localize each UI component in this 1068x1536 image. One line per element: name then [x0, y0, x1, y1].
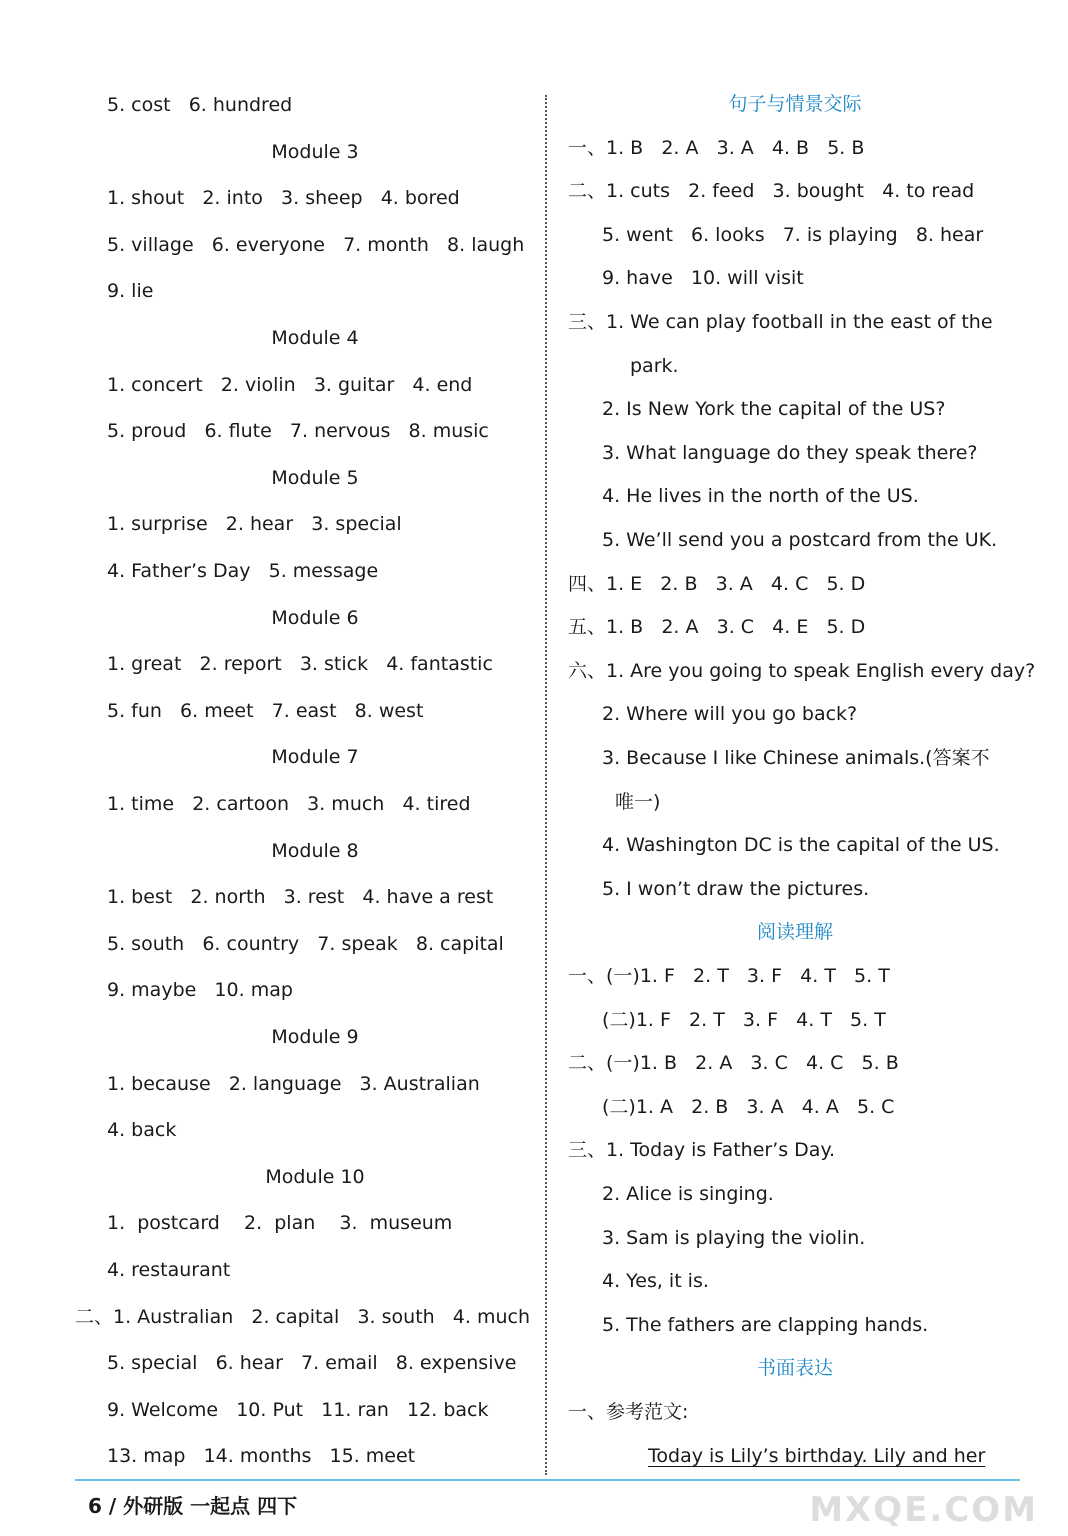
answer-line: 4. Father’s Day 5. message [107, 560, 379, 582]
answer-line: 5. The fathers are clapping hands. [602, 1313, 929, 1336]
module-heading: Module 6 [271, 606, 359, 629]
answer-line: 13. map 14. months 15. meet [107, 1445, 416, 1468]
answer-line: 5. village 6. everyone 7. month 8. laugh [107, 233, 525, 256]
answer-line: 4. He lives in the north of the US. [602, 485, 919, 508]
section-title: 阅读理解 [756, 921, 833, 944]
answer-line: 1. because 2. language 3. Australian [107, 1072, 480, 1095]
answer-line: 5. cost 6. hundred [107, 94, 293, 116]
answer-line: 5. We’ll send you a postcard from the UK. [602, 529, 998, 551]
answer-line: 一、1. B 2. A 3. A 4. B 5. B [568, 136, 865, 159]
answer-line: 唯一) [615, 790, 661, 813]
answer-line: 五、1. B 2. A 3. C 4. E 5. D [568, 616, 866, 639]
section-title: 句子与情景交际 [728, 93, 862, 115]
answer-line: 1. great 2. report 3. stick 4. fantastic [107, 653, 493, 676]
module-heading: Module 10 [265, 1165, 365, 1188]
answer-line: 2. Alice is singing. [602, 1183, 774, 1205]
answer-line: 5. went 6. looks 7. is playing 8. hear [602, 223, 984, 246]
answer-line: 9. Welcome 10. Put 11. ran 12. back [107, 1398, 489, 1421]
answer-line: 1. postcard 2. plan 3. museum [107, 1212, 453, 1235]
answer-line: 4. Washington DC is the capital of the US. [602, 834, 1000, 857]
answer-line: 4. restaurant [107, 1259, 231, 1281]
answer-line: 二、1. cuts 2. feed 3. bought 4. to read [568, 180, 975, 203]
answer-line: 3. What language do they speak there? [602, 441, 978, 464]
answer-line: 3. Because I like Chinese animals.(答案不 [602, 747, 990, 769]
footer-rule [75, 1479, 1020, 1481]
module-heading: Module 7 [271, 746, 359, 769]
answer-line: 2. Where will you go back? [602, 703, 858, 726]
answer-line: 二、(一)1. B 2. A 3. C 4. C 5. B [568, 1052, 899, 1075]
module-heading: Module 5 [271, 466, 359, 489]
answer-line: 六、1. Are you going to speak English every day? [568, 659, 1036, 682]
answer-line: 3. Sam is playing the violin. [602, 1226, 866, 1249]
answer-line: 三、1. We can play football in the east of the [568, 311, 993, 333]
answer-line: 4. back [107, 1119, 177, 1142]
answer-line: 2. Is New York the capital of the US? [602, 398, 946, 421]
answer-line: 三、1. Today is Father’s Day. [568, 1139, 836, 1162]
answer-line: 1. surprise 2. hear 3. special [107, 513, 402, 536]
answer-line: 1. time 2. cartoon 3. much 4. tired [107, 793, 471, 815]
module-heading: Module 8 [271, 839, 359, 862]
answer-line: 5. special 6. hear 7. email 8. expensive [107, 1352, 517, 1375]
column-divider [545, 95, 547, 1475]
answer-line: 1. shout 2. into 3. sheep 4. bored [107, 187, 460, 210]
answer-line: 二、1. Australian 2. capital 3. south 4. much [75, 1305, 531, 1328]
answer-line: 一、(一)1. F 2. T 3. F 4. T 5. T [568, 965, 890, 987]
answer-line: (二)1. F 2. T 3. F 4. T 5. T [602, 1008, 886, 1031]
answer-line: 一、参考范文: [568, 1401, 689, 1423]
answer-line: 1. best 2. north 3. rest 4. have a rest [107, 886, 494, 909]
section-title: 书面表达 [756, 1357, 833, 1380]
answer-line: 9. lie [107, 280, 154, 303]
answer-line: Today is Lily’s birthday. Lily and her [648, 1444, 986, 1467]
answer-line: 5. proud 6. flute 7. nervous 8. music [107, 420, 489, 443]
answer-line: (二)1. A 2. B 3. A 4. A 5. C [602, 1095, 895, 1118]
answer-line: 5. fun 6. meet 7. east 8. west [107, 699, 424, 722]
answer-line: 9. have 10. will visit [602, 267, 804, 290]
module-heading: Module 3 [271, 140, 359, 163]
answer-line: 4. Yes, it is. [602, 1270, 709, 1293]
watermark: MXQE.COM [809, 1490, 1038, 1530]
answer-line: 1. concert 2. violin 3. guitar 4. end [107, 373, 473, 396]
page-footer: 6 / 外研版 一起点 四下 [88, 1494, 298, 1518]
answer-line: 5. south 6. country 7. speak 8. capital [107, 932, 504, 955]
module-heading: Module 4 [271, 327, 359, 349]
answer-line: 9. maybe 10. map [107, 979, 293, 1002]
answer-line: 5. I won’t draw the pictures. [602, 877, 870, 900]
answer-line: 四、1. E 2. B 3. A 4. C 5. D [568, 572, 866, 595]
answer-line: park. [630, 354, 679, 377]
module-heading: Module 9 [271, 1026, 359, 1048]
